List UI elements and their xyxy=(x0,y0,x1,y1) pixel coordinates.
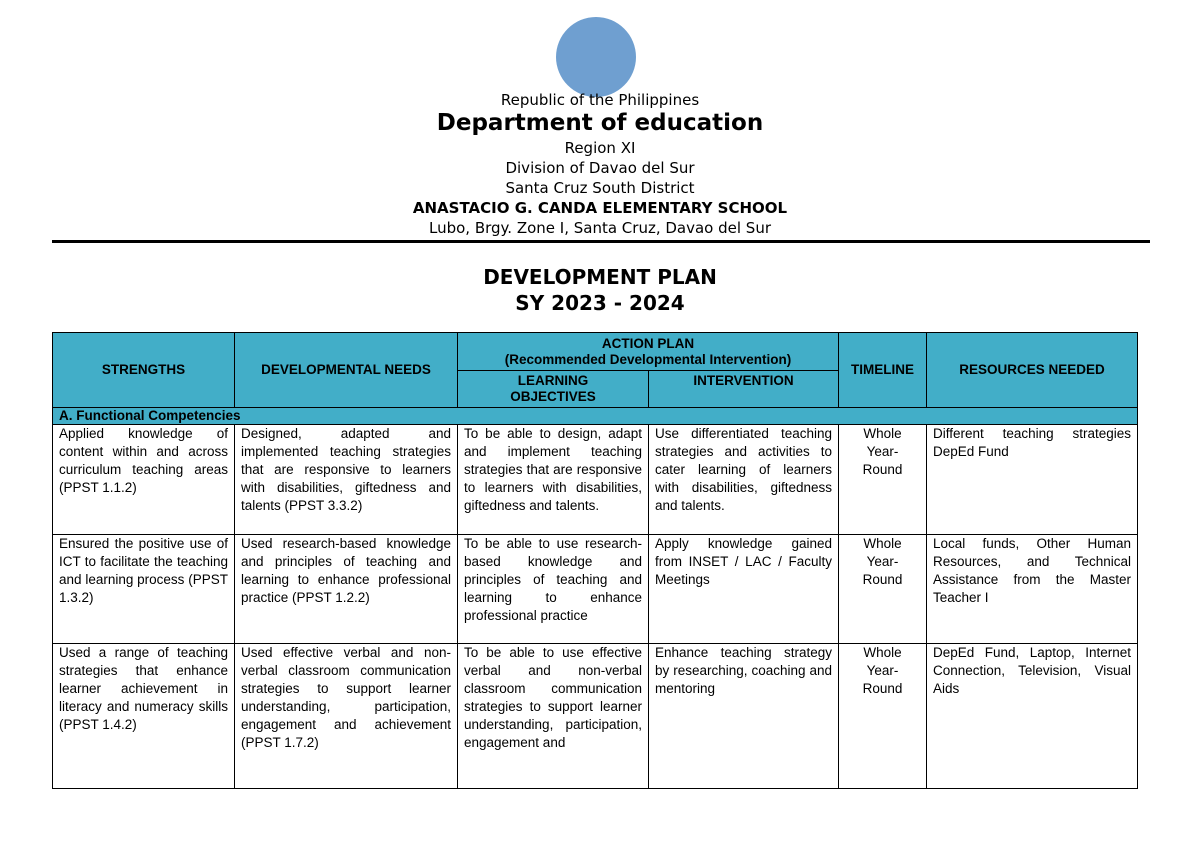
intervention-cell: Use differentiated teaching strategies and activities to cater learning of learners with disabilities, giftedness and talents. xyxy=(649,425,839,535)
table-row xyxy=(53,535,1138,644)
header-action-plan-subtitle: (Recommended Developmental Intervention) xyxy=(504,351,792,367)
table-row xyxy=(53,425,1138,535)
need-cell: Designed, adapted and implemented teaching strategies that are responsive to learners with disabilities, giftedness and talents (PPST 3.3.2) xyxy=(235,425,458,535)
header-timeline: TIMELINE xyxy=(839,333,927,408)
section-functional-competencies: A. Functional Competencies xyxy=(53,408,1138,425)
school-seal xyxy=(556,17,636,97)
header-learning-objectives: LEARNING OBJECTIVES xyxy=(458,371,649,408)
division-line: Division of Davao del Sur xyxy=(505,159,695,177)
region-line: Region XI xyxy=(564,139,636,157)
document-title: DEVELOPMENT PLAN xyxy=(483,265,717,289)
strength-cell: Applied knowledge of content within and across curriculum teaching areas (PPST 1.1.2) xyxy=(53,425,235,535)
header-resources: RESOURCES NEEDED xyxy=(927,333,1138,408)
header-divider xyxy=(52,240,1150,243)
school-address: Lubo, Brgy. Zone I, Santa Cruz, Davao del Sur xyxy=(429,219,771,237)
resources-cell: DepEd Fund, Laptop, Internet Connection, Television, Visual Aids xyxy=(927,644,1138,789)
timeline-cell: Whole Year-Round xyxy=(839,535,927,644)
development-plan-table xyxy=(52,332,1138,789)
department-title: Department of education xyxy=(436,110,764,136)
school-year: SY 2023 - 2024 xyxy=(515,291,685,315)
intervention-cell: Apply knowledge gained from INSET / LAC / Faculty Meetings xyxy=(649,535,839,644)
strength-cell: Used a range of teaching strategies that enhance learner achievement in literacy and numeracy skills (PPST 1.4.2) xyxy=(53,644,235,789)
republic-line: Republic of the Philippines xyxy=(500,91,700,109)
need-cell: Used effective verbal and non-verbal classroom communication strategies to support learner understanding, participation, engagement and achievement (PPST 1.7.2) xyxy=(235,644,458,789)
table-row xyxy=(53,644,1138,789)
header-intervention: INTERVENTION xyxy=(649,371,839,408)
objective-cell: To be able to use research-based knowledge and principles of teaching and learning to enhance professional practice xyxy=(458,535,649,644)
header-developmental-needs: DEVELOPMENTAL NEEDS xyxy=(235,333,458,408)
timeline-cell: Whole Year-Round xyxy=(839,644,927,789)
strength-cell: Ensured the positive use of ICT to facilitate the teaching and learning process (PPST 1.3.2) xyxy=(53,535,235,644)
objective-cell: To be able to design, adapt and implement teaching strategies that are responsive to learners with disabilities, giftedness and talents. xyxy=(458,425,649,535)
resources-cell: Different teaching strategies DepEd Fund xyxy=(927,425,1138,535)
need-cell: Used research-based knowledge and principles of teaching and learning to enhance professional practice (PPST 1.2.2) xyxy=(235,535,458,644)
objective-text: To be able to use effective verbal and non-verbal classroom communication strategies to support learner understanding, participation, engagement and xyxy=(464,645,642,750)
school-name: ANASTACIO G. CANDA ELEMENTARY SCHOOL xyxy=(412,199,788,217)
header-strengths: STRENGTHS xyxy=(53,333,235,408)
resources-cell: Local funds, Other Human Resources, and Technical Assistance from the Master Teacher I xyxy=(927,535,1138,644)
district-line: Santa Cruz South District xyxy=(505,179,695,197)
intervention-cell: Enhance teaching strategy by researching, coaching and mentoring xyxy=(649,644,839,789)
objective-cell xyxy=(458,644,649,789)
timeline-cell: Whole Year-Round xyxy=(839,425,927,535)
header-action-plan-title: ACTION PLAN xyxy=(601,335,695,351)
header-action-plan xyxy=(458,333,839,371)
